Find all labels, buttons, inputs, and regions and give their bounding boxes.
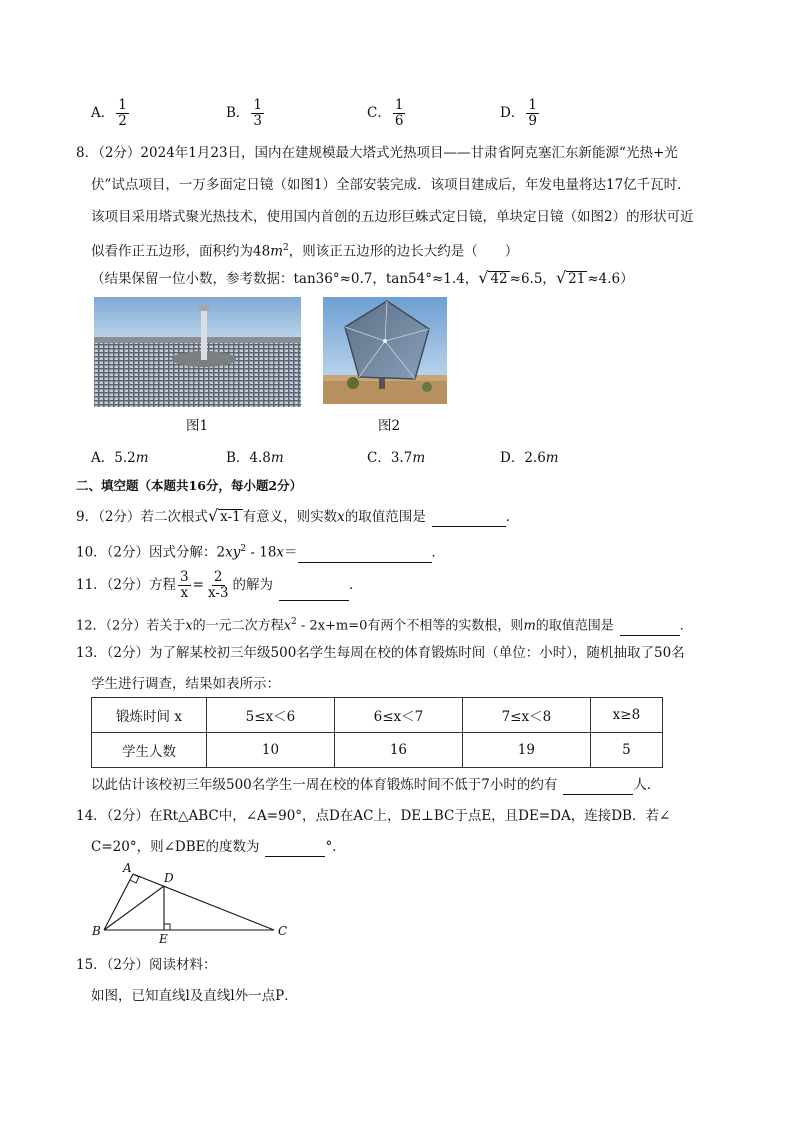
- text: °．: [325, 839, 346, 855]
- table-cell: 7≤x＜8: [462, 698, 590, 733]
- answer-blank[interactable]: [563, 780, 633, 795]
- answer-blank[interactable]: [279, 586, 349, 601]
- table-cell: 10: [207, 733, 335, 768]
- denominator: 3: [253, 113, 263, 129]
- option-label: D．: [500, 105, 525, 121]
- text: C=20°，则∠DBE的度数为: [91, 839, 260, 855]
- q8-reference-data: [91, 268, 634, 289]
- unit: m: [135, 450, 149, 466]
- q7-option-a: [91, 98, 131, 129]
- fraction: [526, 98, 539, 129]
- segment-ac: [133, 874, 274, 930]
- text: 以此估计该校初三年级500名学生一周在校的体育锻炼时间不低于7小时的约有: [91, 777, 558, 793]
- right-angle-mark-e: [164, 924, 170, 930]
- q9: [76, 506, 519, 527]
- label-a: A: [123, 861, 132, 875]
- q7-option-d: [500, 98, 541, 129]
- q8-option-c: [367, 446, 425, 466]
- numerator: 1: [528, 97, 537, 113]
- superscript: 2: [283, 243, 289, 253]
- figure-2-heliostat-photo: [323, 297, 447, 404]
- text: ＝: [284, 544, 298, 561]
- figure-1-caption: 图1: [186, 418, 209, 434]
- answer-blank[interactable]: [620, 621, 680, 636]
- section-heading-fill-in: 二、填空题（本题共16分，每小题2分）: [76, 478, 303, 493]
- label-c: C: [278, 924, 288, 938]
- radicand: 21: [568, 271, 586, 287]
- text: ≈6.5，: [509, 271, 556, 287]
- text: 人．: [633, 777, 661, 793]
- text: ．: [679, 618, 693, 634]
- table-cell: 19: [462, 733, 590, 768]
- q13-line-3: [91, 775, 660, 795]
- text: ．: [348, 577, 363, 593]
- table-cell: 16: [334, 733, 462, 768]
- q8-option-b: [226, 446, 284, 466]
- fraction: [178, 570, 191, 601]
- text: 的一元二次方程: [192, 618, 284, 634]
- segment-ab: [104, 874, 133, 930]
- q13-line-2: 学生进行调查，结果如表所示：: [91, 676, 280, 692]
- variable: x: [276, 544, 285, 561]
- answer-blank[interactable]: [432, 512, 506, 527]
- text: 9．（2分）若二次根式: [76, 509, 208, 525]
- text: - 18: [246, 544, 277, 561]
- expression: x: [283, 618, 292, 634]
- unit: m: [270, 243, 283, 260]
- text: 12．（2分）若关于: [76, 618, 186, 634]
- radicand: x-1: [220, 509, 241, 525]
- q7-option-c: [367, 98, 407, 129]
- expression: - 2x+m=0: [296, 618, 368, 634]
- q8-option-d: [500, 446, 559, 466]
- text: ≈4.6）: [587, 271, 634, 287]
- text: 似看作正五边形，面积约为48: [91, 243, 271, 260]
- option-label: C．: [367, 105, 391, 121]
- radical-sign: √: [207, 506, 219, 525]
- option-text: D．2.6: [500, 450, 546, 466]
- variable: x: [185, 618, 193, 634]
- label-b: B: [92, 924, 101, 938]
- denominator: 6: [394, 113, 404, 129]
- table-cell: 5≤x＜6: [207, 698, 335, 733]
- fraction: [251, 98, 264, 129]
- option-label: A．: [91, 105, 115, 121]
- text: 有意义，则实数: [242, 509, 338, 525]
- q11: [76, 570, 362, 601]
- unit: m: [270, 450, 284, 466]
- figure-2-caption: 图2: [378, 418, 401, 434]
- text: ．: [431, 544, 446, 561]
- q8-line-3: 该项目采用塔式聚光热技术，使用国内首创的五边形巨蛛式定日镜，单块定日镜（如图2）的形状可近: [91, 209, 694, 225]
- segment-bd: [104, 886, 164, 930]
- q15-line-1: 15．（2分）阅读材料：: [76, 957, 217, 973]
- unit: m: [545, 450, 559, 466]
- text: ．: [505, 509, 520, 525]
- table-row: [92, 698, 663, 733]
- q15-line-2: 如图，已知直线l及直线l外一点P．: [91, 988, 298, 1004]
- q14-line-2: [91, 837, 346, 857]
- table-cell: 锻炼时间 x: [92, 698, 207, 733]
- label-e: E: [159, 932, 168, 946]
- numerator: 3: [180, 569, 189, 585]
- option-text: A．5.2: [91, 450, 136, 466]
- q7-option-b: [226, 98, 266, 129]
- exercise-time-table: [91, 697, 663, 768]
- numerator: 1: [253, 97, 263, 113]
- q8-line-1: 8．（2分）2024年1月23日，国内在建规模最大塔式光热项目——甘肃省阿克塞汇东新能源“光热+光: [76, 145, 678, 161]
- text: 的取值范围是: [535, 618, 614, 634]
- q8-line-2: 伏”试点项目，一万多面定日镜（如图1）全部安装完成．该项目建成后，年发电量将达17亿千瓦时．: [91, 177, 691, 193]
- table-row: [92, 733, 663, 768]
- unit: m: [412, 450, 426, 466]
- q14-line-1: 14．（2分）在Rt△ABC中，∠A=90°，点D在AC上，DE⊥BC于点E，且DE=DA，连接DB．若∠: [76, 808, 671, 824]
- q8-option-a: [91, 446, 149, 466]
- table-cell: 学生人数: [92, 733, 207, 768]
- q8-line-4: [91, 238, 518, 262]
- text: 的取值范围是: [344, 509, 426, 525]
- superscript: 2: [240, 544, 247, 554]
- q10: [76, 539, 445, 563]
- radicand: 42: [490, 271, 508, 287]
- option-text: B．4.8: [226, 450, 271, 466]
- denominator: 2: [118, 113, 127, 129]
- variable: m: [523, 618, 536, 634]
- denominator: x: [180, 585, 189, 601]
- q13-line-1: 13．（2分）为了解某校初三年级500名学生每周在校的体育锻炼时间（单位：小时），随机抽取了50名: [76, 645, 685, 661]
- superscript: 2: [291, 617, 297, 627]
- fraction: [116, 98, 129, 129]
- text: ，则该正五边形的边长大约是（ ）: [288, 243, 519, 260]
- denominator: x-3: [207, 585, 229, 601]
- fraction: [206, 570, 231, 601]
- figure-1-solar-field-photo: [94, 297, 301, 407]
- fraction: [393, 98, 406, 129]
- numerator: 1: [394, 97, 404, 113]
- numerator: 1: [118, 97, 127, 113]
- option-text: C．3.7: [367, 450, 413, 466]
- table-cell: 5: [590, 733, 662, 768]
- option-label: B．: [226, 105, 250, 121]
- answer-blank[interactable]: [265, 842, 325, 857]
- text: 10．（2分）因式分解：2: [76, 544, 226, 561]
- table-cell: x≥8: [590, 698, 662, 733]
- radical-sign: √: [555, 268, 567, 287]
- denominator: 9: [528, 113, 537, 129]
- label-d: D: [164, 871, 174, 885]
- radical-sign: √: [478, 268, 489, 287]
- expression: xy: [225, 544, 241, 561]
- text: 有两个不相等的实数根，则: [367, 618, 524, 634]
- q14-triangle-figure: [88, 860, 298, 946]
- numerator: 2: [213, 569, 223, 585]
- q12: [76, 612, 693, 636]
- text: 的解为: [232, 577, 273, 593]
- text: 11．（2分）方程: [76, 577, 177, 593]
- variable: x: [337, 509, 345, 525]
- text: =: [192, 577, 204, 593]
- text: （结果保留一位小数，参考数据：tan36°≈0.7，tan54°≈1.4，: [91, 271, 479, 287]
- answer-blank[interactable]: [298, 548, 432, 563]
- table-cell: 6≤x＜7: [334, 698, 462, 733]
